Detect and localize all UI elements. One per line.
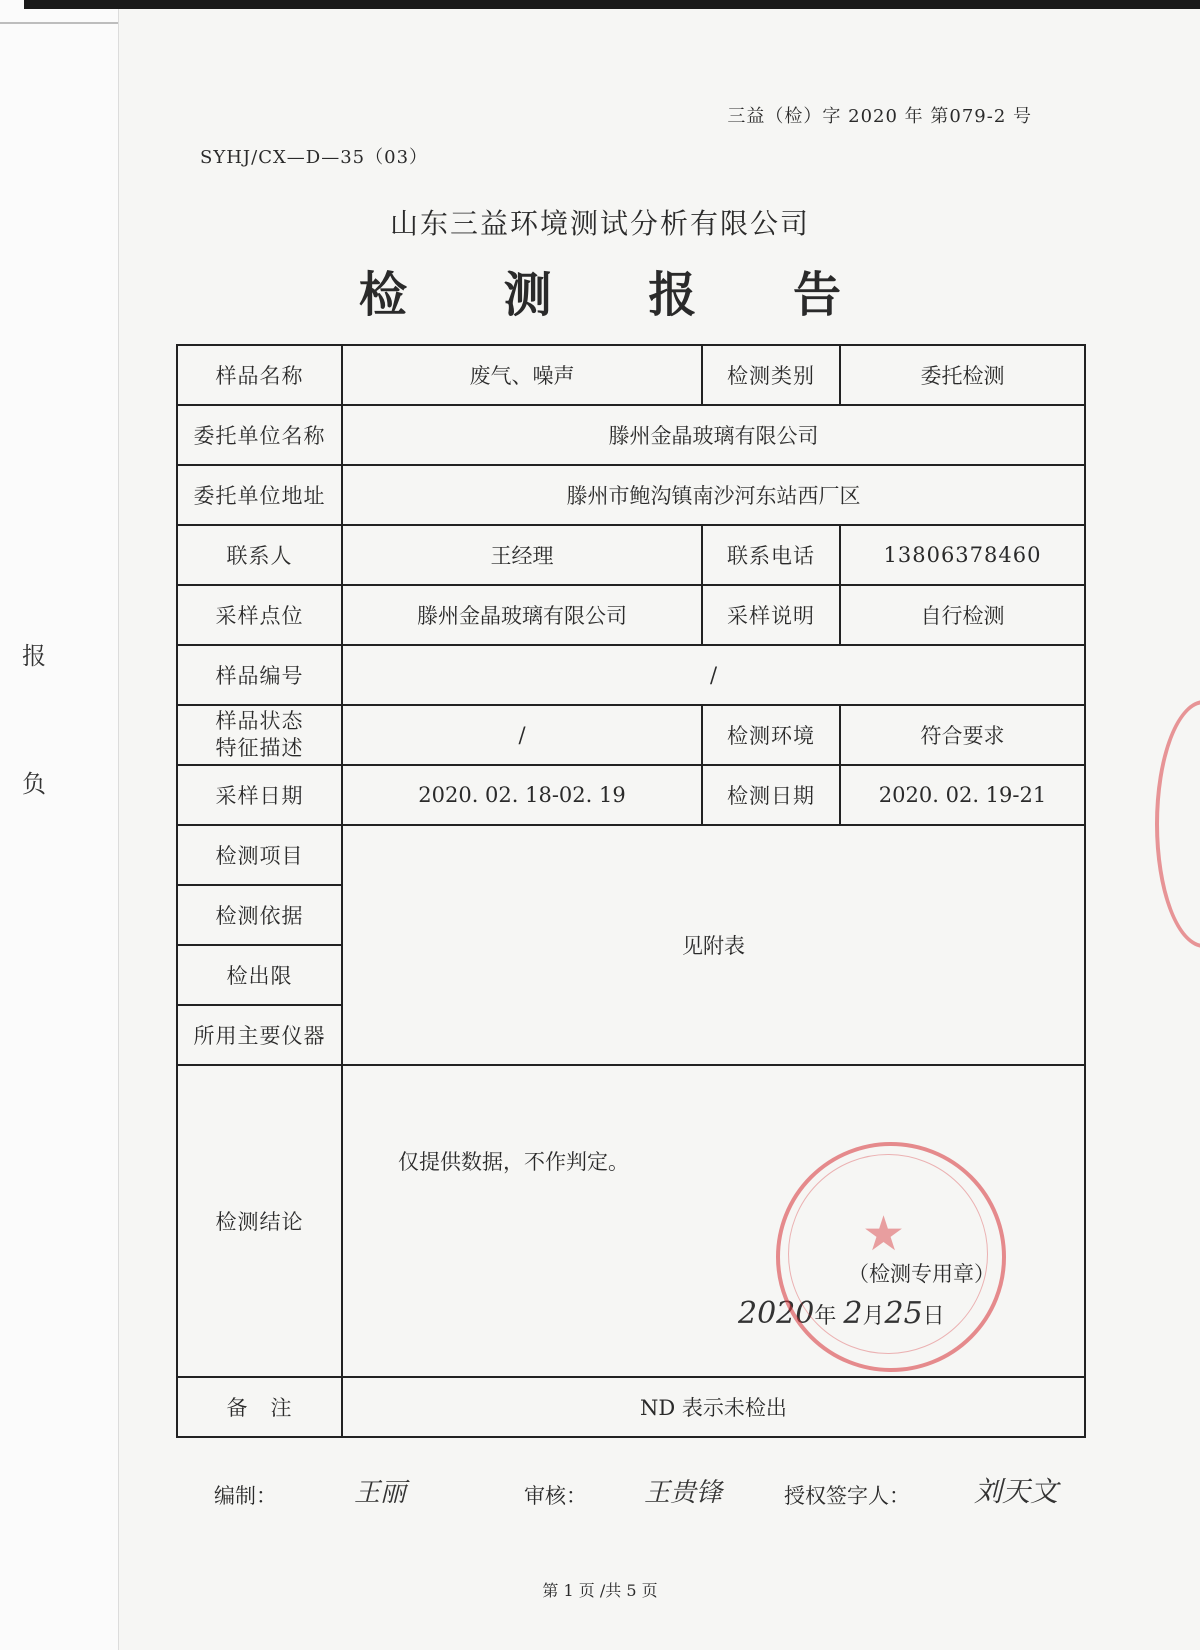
client-name-value: 滕州金晶玻璃有限公司 — [342, 405, 1085, 465]
document-number: 三益（检）字 2020 年 第079-2 号 — [727, 106, 1032, 127]
review-label: 审核： — [524, 1484, 587, 1508]
company-name: 山东三益环境测试分析有限公司 — [389, 207, 810, 240]
conclusion-cell — [342, 1065, 1085, 1377]
test-type-label: 检测类别 — [702, 345, 840, 405]
sample-state-label-line1: 样品状态 — [215, 708, 304, 733]
sample-no-label: 样品编号 — [177, 645, 342, 705]
client-address-label: 委托单位地址 — [177, 465, 342, 525]
table-row — [177, 1065, 1085, 1377]
issue-date — [738, 1296, 945, 1331]
sampling-note-label: 采样说明 — [702, 585, 840, 645]
remark-label: 备 注 — [177, 1377, 342, 1437]
top-border — [24, 0, 1200, 9]
env-value: 符合要求 — [840, 705, 1085, 765]
remark-value: ND 表示未检出 — [342, 1377, 1085, 1437]
side-mark-1: 报 — [22, 642, 46, 670]
sampling-site-label: 采样点位 — [177, 585, 342, 645]
sampling-date-value: 2020. 02. 18-02. 19 — [342, 765, 702, 825]
items-label: 检测项目 — [177, 825, 342, 885]
sampling-date-label: 采样日期 — [177, 765, 342, 825]
conclusion-label: 检测结论 — [177, 1065, 342, 1377]
table-row — [177, 405, 1085, 465]
sample-no-value: / — [342, 645, 1085, 705]
seal-label: （检测专用章） — [848, 1262, 995, 1286]
contact-label: 联系人 — [177, 525, 342, 585]
limit-label: 检出限 — [177, 945, 342, 1005]
table-row — [177, 345, 1085, 405]
client-name-label: 委托单位名称 — [177, 405, 342, 465]
side-stamp — [1155, 700, 1200, 948]
test-date-value: 2020. 02. 19-21 — [840, 765, 1085, 825]
report-title: 检 测 报 告 — [358, 267, 882, 323]
approve-label: 授权签字人： — [784, 1484, 910, 1508]
test-date-label: 检测日期 — [702, 765, 840, 825]
date-day-char: 日 — [922, 1304, 945, 1329]
sample-state-label-line2: 特征描述 — [215, 736, 304, 760]
table-row — [177, 765, 1085, 825]
client-address-value: 滕州市鲍沟镇南沙河东站西厂区 — [342, 465, 1085, 525]
sampling-note-value: 自行检测 — [840, 585, 1085, 645]
form-code: SYHJ/CX—D—35（03） — [200, 147, 429, 168]
sample-state-value: / — [342, 705, 702, 765]
date-year: 2020 — [738, 1296, 815, 1331]
table-row — [177, 825, 1085, 885]
phone-label: 联系电话 — [702, 525, 840, 585]
table-row — [177, 705, 1085, 765]
compile-signature: 王丽 — [354, 1478, 407, 1508]
compile-label: 编制： — [214, 1484, 277, 1508]
table-row — [177, 645, 1085, 705]
date-day: 25 — [884, 1296, 923, 1331]
side-mark-2: 负 — [22, 770, 46, 798]
date-month-char: 月 — [862, 1304, 885, 1329]
seal-star-icon: ★ — [862, 1206, 906, 1262]
margin-rule — [0, 22, 118, 24]
see-appendix: 见附表 — [342, 825, 1085, 1065]
contact-value: 王经理 — [342, 525, 702, 585]
page-footer: 第 1 页 /共 5 页 — [542, 1581, 658, 1600]
table-row — [177, 465, 1085, 525]
binding-margin — [0, 0, 119, 1650]
table-row — [177, 1377, 1085, 1437]
date-year-char: 年 — [814, 1304, 837, 1329]
sample-name-value: 废气、噪声 — [342, 345, 702, 405]
report-table — [176, 344, 1086, 1438]
sample-name-label: 样品名称 — [177, 345, 342, 405]
instrument-label: 所用主要仪器 — [177, 1005, 342, 1065]
test-type-value: 委托检测 — [840, 345, 1085, 405]
date-month: 2 — [843, 1296, 863, 1331]
phone-value: 13806378460 — [840, 525, 1085, 585]
conclusion-text: 仅提供数据，不作判定。 — [398, 1150, 629, 1174]
approve-signature: 刘天文 — [974, 1475, 1059, 1508]
table-row — [177, 585, 1085, 645]
review-signature: 王贵锋 — [644, 1478, 723, 1508]
env-label: 检测环境 — [702, 705, 840, 765]
sampling-site-value: 滕州金晶玻璃有限公司 — [342, 585, 702, 645]
basis-label: 检测依据 — [177, 885, 342, 945]
table-row — [177, 525, 1085, 585]
sample-state-label — [177, 705, 342, 765]
